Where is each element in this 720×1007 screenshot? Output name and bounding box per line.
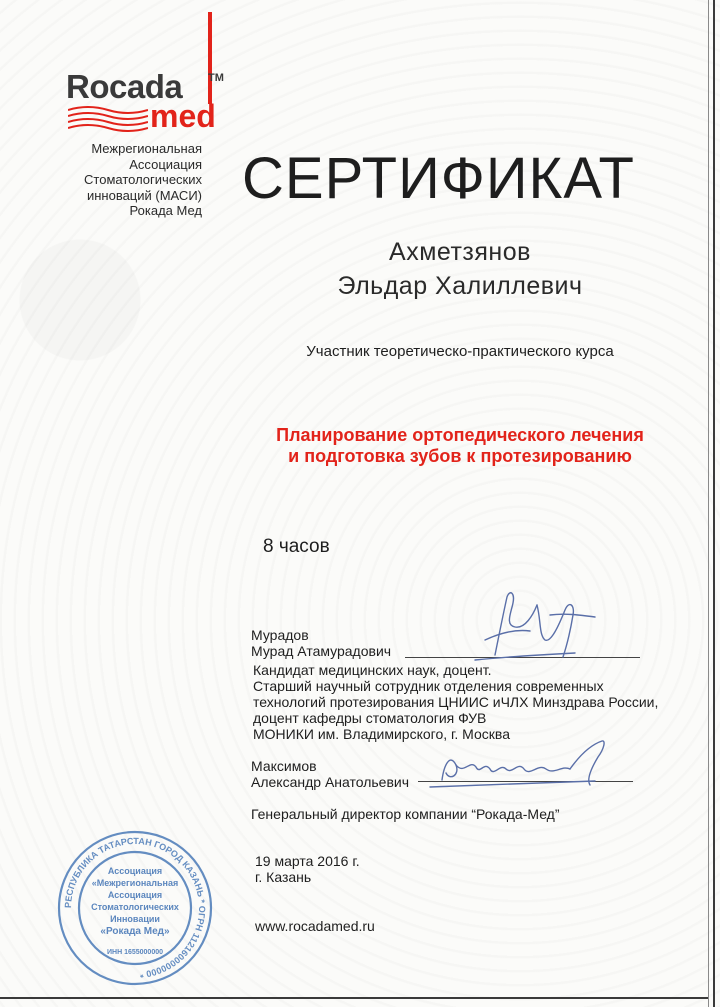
organization-line: Стоматологических: [84, 172, 202, 187]
website-text: www.rocadamed.ru: [255, 918, 375, 934]
page-border-right-inner: [708, 0, 709, 1007]
issue-date: 19 марта 2016 г.: [255, 853, 360, 869]
signatory1-name: Мурад Атамурадович: [251, 643, 392, 659]
page-border-right: [713, 0, 715, 1007]
signatory2-signature: [420, 735, 620, 795]
organization-line: Межрегиональная: [91, 141, 202, 156]
svg-text:Ассоциация: Ассоциация: [107, 866, 163, 876]
course-title-line1: Планирование ортопедического лечения: [276, 425, 644, 445]
signatory1-credential-line: доцент кафедры стоматология ФУВ: [253, 710, 487, 726]
svg-text:Инновации: Инновации: [110, 914, 160, 924]
participant-line: Участник теоретическо-практического курса: [306, 343, 614, 360]
organization-name: [22, 141, 202, 219]
organization-line: Рокада Мед: [129, 203, 202, 218]
signatory1-credential-line: МОНИКИ им. Владимирского, г. Москва: [253, 726, 510, 742]
certificate-title: СЕРТИФИКАТ: [242, 146, 635, 211]
signatory2-name: Александр Анатольевич: [251, 774, 410, 790]
signatory1-credential-line: технологий протезирования ЦНИИС иЧЛХ Минздрава России,: [253, 694, 659, 710]
svg-text:ИНН 1655000000: ИНН 1655000000: [106, 949, 164, 956]
organization-stamp: [55, 828, 215, 988]
svg-text:«Рокада Мед»: «Рокада Мед»: [100, 926, 170, 937]
signatory2-surname: Максимов: [251, 758, 317, 774]
logo-waves-icon: [68, 106, 148, 132]
organization-line: Ассоциация: [129, 156, 202, 172]
svg-text:Ассоциация: Ассоциация: [107, 890, 163, 900]
course-hours: 8 часов: [263, 536, 330, 557]
logo-trademark: TM: [208, 72, 224, 84]
recipient-surname: Ахметзянов: [389, 238, 531, 266]
rocada-med-logo: [66, 70, 226, 132]
course-title-line2: и подготовка зубов к протезированию: [288, 446, 632, 466]
organization-line: инноваций (МАСИ): [86, 187, 202, 203]
svg-text:«Межрегиональная: «Межрегиональная: [91, 878, 179, 888]
stamp-ring-text: РЕСПУБЛИКА ТАТАРСТАН ГОРОД КАЗАНЬ * ОГРН 1121600000000 *: [62, 835, 208, 980]
issue-city: г. Казань: [255, 869, 312, 885]
signatory1-surname: Мурадов: [251, 627, 309, 643]
recipient-given-names: Эльдар Халиллевич: [337, 272, 583, 300]
page-border-bottom: [0, 997, 708, 999]
svg-text:Стоматологических: Стоматологических: [91, 902, 179, 912]
signatory2-position: Генеральный директор компании “Рокада-Мед”: [251, 806, 560, 822]
logo-med-text: med: [150, 98, 216, 134]
signatory1-credential-line: Старший научный сотрудник отделения современных: [253, 678, 604, 694]
logo-rocada-text: Rocada: [66, 68, 183, 105]
signatory1-signature: [455, 585, 605, 665]
signatory1-credential-line: Кандидат медицинских наук, доцент.: [253, 662, 492, 678]
